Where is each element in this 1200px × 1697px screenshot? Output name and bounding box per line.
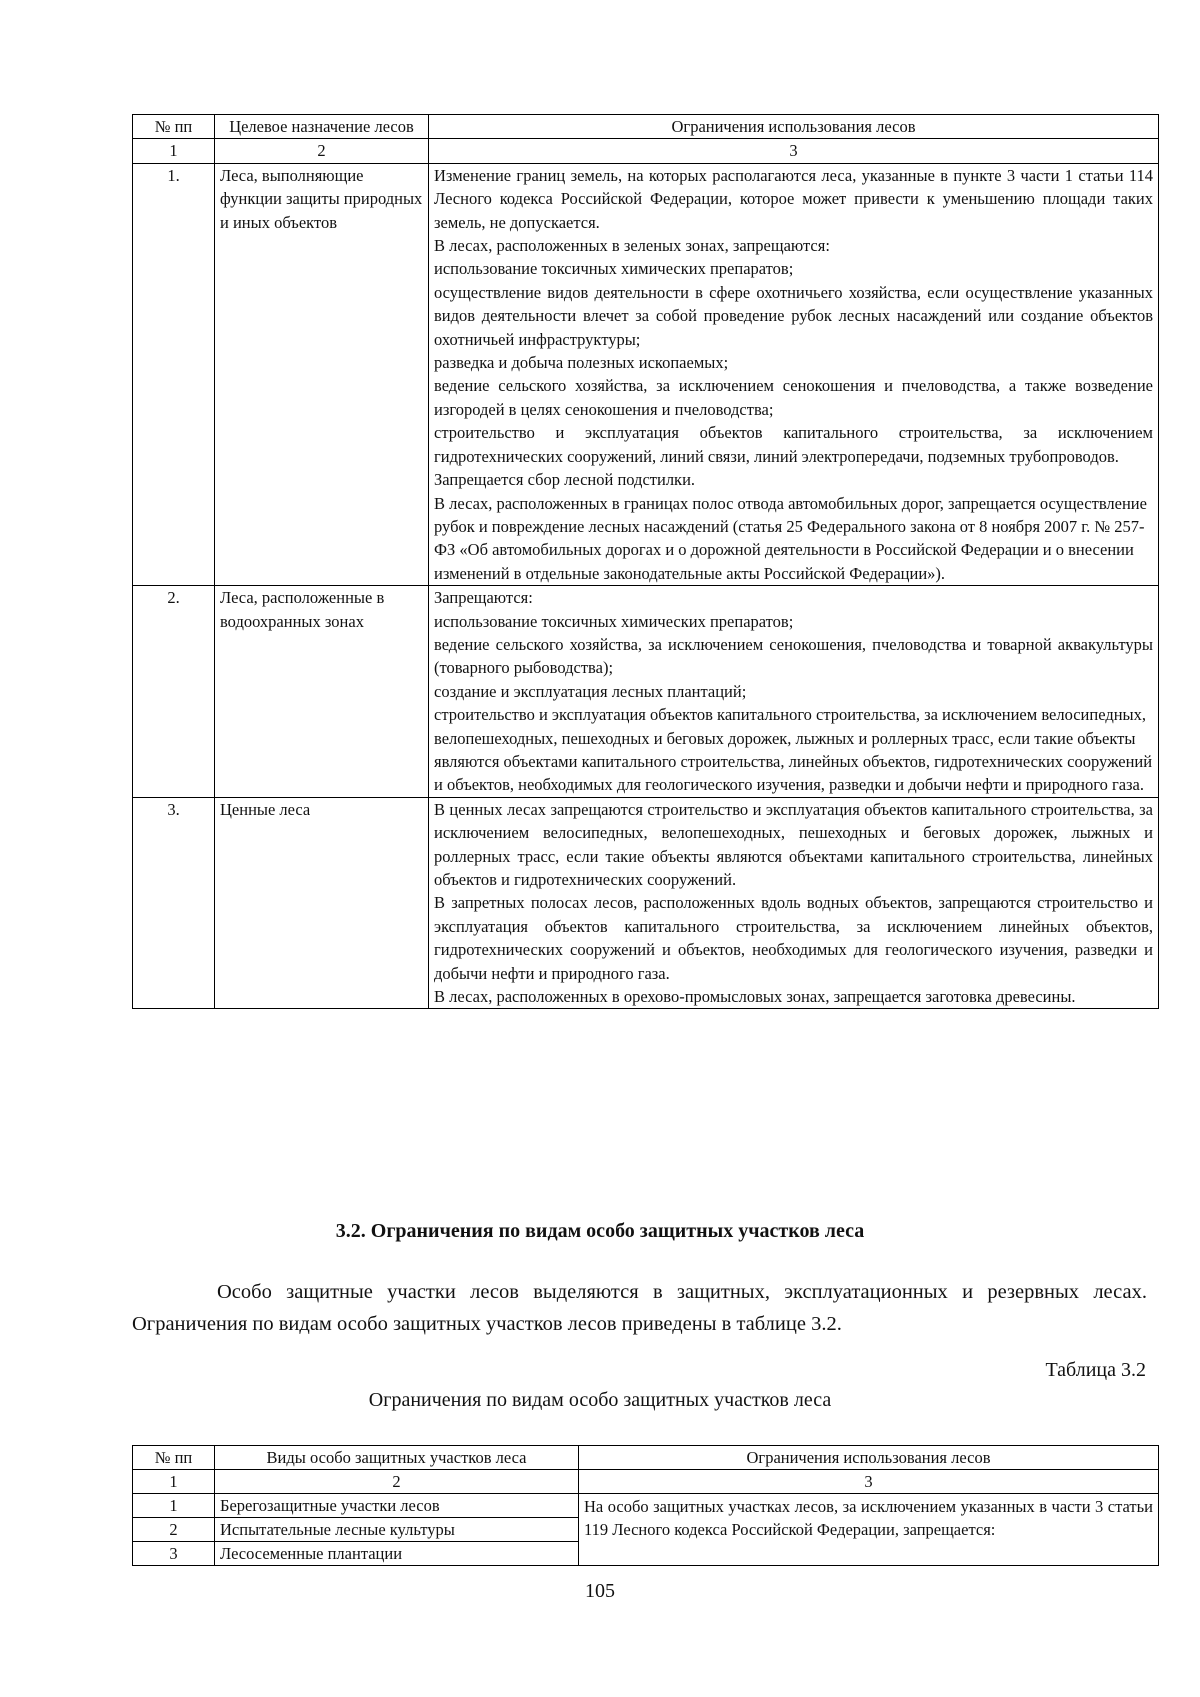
column-number-row [133, 1470, 1159, 1494]
row-number: 1. [133, 163, 215, 585]
table-row [133, 586, 1159, 798]
table-label: Таблица 3.2 [1045, 1359, 1146, 1381]
restriction-line: ведение сельского хозяйства, за исключением сенокошения и пчеловодства, а также возведение изгородей в целях сенокошения и пчеловодства; [434, 376, 1153, 419]
row-number: 3 [133, 1542, 215, 1566]
restriction-line: В запретных полосах лесов, расположенных вдоль водных объектов, запрещаются строительство и эксплуатация объектов капитального строительства, за исключением линейных объектов, гидротехнических сооружений и объектов, необходимых для геологического изучения, разведки и добычи нефти и природного газа. [434, 893, 1153, 983]
table-title: Ограничения по видам особо защитных участков леса [368, 1389, 832, 1411]
restriction-line: строительство и эксплуатация объектов капитального строительства, за исключением гидротехнических сооружений, линий связи, линий электропередачи, подземных трубопроводов. [434, 423, 1153, 466]
column-number: 2 [215, 139, 429, 163]
area-kind: Испытательные лесные культуры [215, 1518, 579, 1542]
restrictions-cell [429, 163, 1159, 585]
restriction-line: Запрещается сбор лесной подстилки. [434, 470, 696, 490]
column-number-row [133, 139, 1159, 163]
restriction-line: осуществление видов деятельности в сфере охотничьего хозяйства, если осуществление указанных видов деятельности влечет за собой проведение рубок лесных насаждений или создание объектов охотничьей инфраструктуры; [434, 282, 1153, 349]
row-number: 3. [133, 797, 215, 1009]
column-number: 1 [133, 139, 215, 163]
forest-purpose: Леса, выполняющие функции защиты природных и иных объектов [215, 163, 429, 585]
forest-restrictions-table [132, 114, 1159, 1009]
restriction-line: использование токсичных химических препаратов; [434, 611, 794, 631]
table-row [133, 163, 1159, 585]
header-cell: Целевое назначение лесов [215, 115, 429, 139]
column-number: 1 [133, 1470, 215, 1494]
forest-purpose: Ценные леса [215, 797, 429, 1009]
row-number: 2. [133, 586, 215, 798]
table-header-row [133, 115, 1159, 139]
restriction-line: использование токсичных химических препаратов; [434, 259, 794, 279]
restriction-line: Запрещаются: [434, 588, 533, 608]
header-cell: № пп [133, 1446, 215, 1470]
protected-areas-table [132, 1445, 1159, 1566]
area-kind: Берегозащитные участки лесов [215, 1494, 579, 1518]
restriction-line: Изменение границ земель, на которых располагаются леса, указанные в пункте 3 части 1 статьи 114 Лесного кодекса Российской Федерации, которое может привести к уменьшению площади таких земель, не допускается. [434, 165, 1153, 232]
section-heading: 3.2. Ограничения по видам особо защитных участков леса [335, 1220, 865, 1242]
table-row [133, 1494, 1159, 1518]
section-paragraph: Особо защитные участки лесов выделяются в защитных, эксплуатационных и резервных лесах. Ограничения по видам особо защитных участков лесов приведены в таблице 3.2. [132, 1281, 1147, 1335]
header-cell: Виды особо защитных участков леса [215, 1446, 579, 1470]
restriction-line: ведение сельского хозяйства, за исключением сенокошения, пчеловодства и товарной аквакультуры (товарного рыбоводства); [434, 634, 1153, 678]
header-cell: № пп [133, 115, 215, 139]
forest-purpose: Леса, расположенные в водоохранных зонах [215, 586, 429, 798]
restrictions-cell [429, 586, 1159, 798]
row-number: 2 [133, 1518, 215, 1542]
area-kind: Лесосеменные плантации [215, 1542, 579, 1566]
page-number: 105 [585, 1580, 615, 1602]
header-cell: Ограничения использования лесов [579, 1446, 1159, 1470]
restriction-line: разведка и добыча полезных ископаемых; [434, 353, 729, 373]
restrictions-cell [429, 797, 1159, 1009]
restriction-line: В лесах, расположенных в орехово-промысловых зонах, запрещается заготовка древесины. [434, 987, 1076, 1007]
header-cell: Ограничения использования лесов [429, 115, 1159, 139]
restrictions-cell: На особо защитных участках лесов, за исключением указанных в части 3 статьи 119 Лесного кодекса Российской Федерации, запрещается: [579, 1494, 1159, 1566]
column-number: 3 [429, 139, 1159, 163]
restriction-line: В ценных лесах запрещаются строительство и эксплуатация объектов капитального строительства, за исключением велосипедных, велопешеходных, пешеходных и беговых дорожек, лыжных и роллерных трасс, если такие объекты являются объектами капитального строительства, линейных объектов и гидротехнических сооружений. [434, 799, 1153, 889]
column-number: 3 [579, 1470, 1159, 1494]
table-row [133, 797, 1159, 1009]
restriction-line: В лесах, расположенных в зеленых зонах, запрещаются: [434, 236, 830, 256]
row-number: 1 [133, 1494, 215, 1518]
restriction-line: В лесах, расположенных в границах полос отвода автомобильных дорог, запрещается осуществление рубок и повреждение лесных насаждений (статья 25 Федерального закона от 8 ноября 2007 г. № 257-ФЗ «Об автомобильных дорогах и о дорожной деятельности в Российской Федерации и о внесении изменений в отдельные законодательные акты Российской Федерации»). [434, 493, 1147, 583]
table-header-row [133, 1446, 1159, 1470]
column-number: 2 [215, 1470, 579, 1494]
restriction-line: создание и эксплуатация лесных плантаций; [434, 681, 747, 701]
restriction-line: строительство и эксплуатация объектов капитального строительства, за исключением велосипедных, велопешеходных, пешеходных и беговых дорожек, лыжных и роллерных трасс, если такие объекты являются объектами капитального строительства, линейных объектов, гидротехнических сооружений и объектов, необходимых для геологического изучения, разведки и добычи нефти и природного газа. [434, 705, 1153, 795]
